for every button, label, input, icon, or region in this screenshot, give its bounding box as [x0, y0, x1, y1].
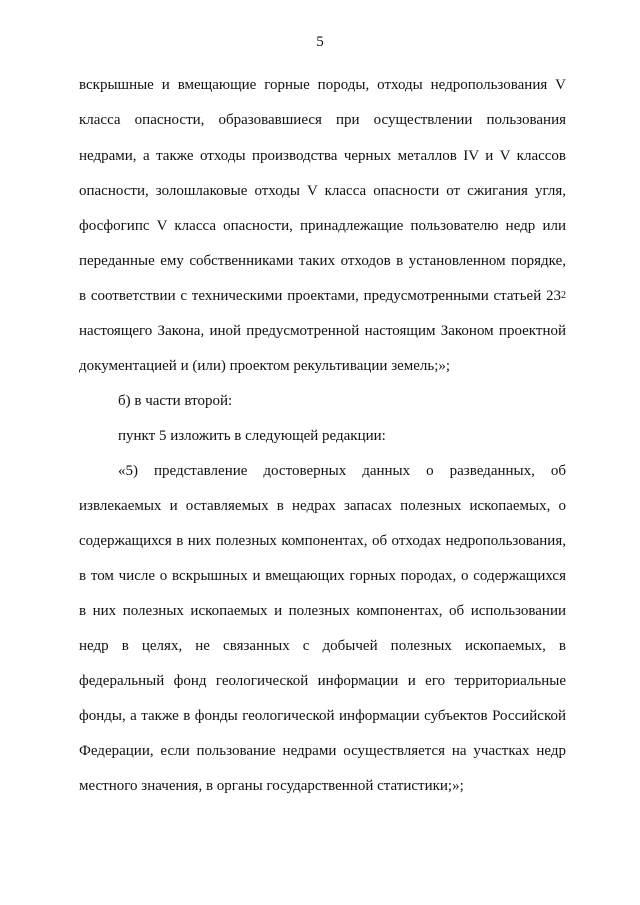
page-number: 5	[316, 34, 324, 50]
subparagraph-heading: б) в части второй:	[118, 393, 233, 409]
text-line: фосфогипс V класса опасности, принадлежащие пользователю недр или	[79, 218, 566, 234]
text-line: «5) представление достоверных данных о разведанных, об	[118, 463, 566, 479]
text-line: в том числе о вскрышных и вмещающих горных породах, о содержащихся	[79, 568, 566, 584]
text-line: документацией и (или) проектом рекультивации земель;»;	[79, 358, 451, 374]
text-line: вскрышные и вмещающие горные породы, отходы недропользования V	[79, 77, 566, 93]
text-line: извлекаемых и оставляемых в недрах запасах полезных ископаемых, о	[79, 498, 566, 514]
text-line: в них полезных ископаемых и полезных компонентах, об использовании	[79, 603, 566, 619]
text-line: пункт 5 изложить в следующей редакции:	[118, 428, 386, 444]
text-line: федеральный фонд геологической информации и его территориальные	[79, 673, 566, 689]
text-line: настоящего Закона, иной предусмотренной настоящим Законом проектной	[79, 323, 566, 339]
text-line: переданные ему собственниками таких отходов в установленном порядке,	[79, 253, 566, 269]
article-superscript: 2	[561, 290, 566, 301]
text-line: фонды, а также в фонды геологической информации субъектов Российской	[79, 708, 566, 724]
text-line: недр в целях, не связанных с добычей полезных ископаемых, в	[79, 638, 566, 654]
text-line: содержащихся в них полезных компонентах, об отходах недропользования,	[79, 533, 566, 549]
text-line-content: в соответствии с техническими проектами, предусмотренными статьей 23	[79, 288, 561, 304]
text-line: опасности, золошлаковые отходы V класса опасности от сжигания угля,	[79, 183, 566, 199]
text-line: недрами, а также отходы производства черных металлов IV и V классов	[79, 148, 566, 164]
text-line	[79, 287, 566, 307]
text-line: класса опасности, образовавшиеся при осуществлении пользования	[79, 112, 566, 128]
text-line: местного значения, в органы государственной статистики;»;	[79, 778, 464, 794]
text-line: Федерации, если пользование недрами осуществляется на участках недр	[79, 743, 566, 759]
